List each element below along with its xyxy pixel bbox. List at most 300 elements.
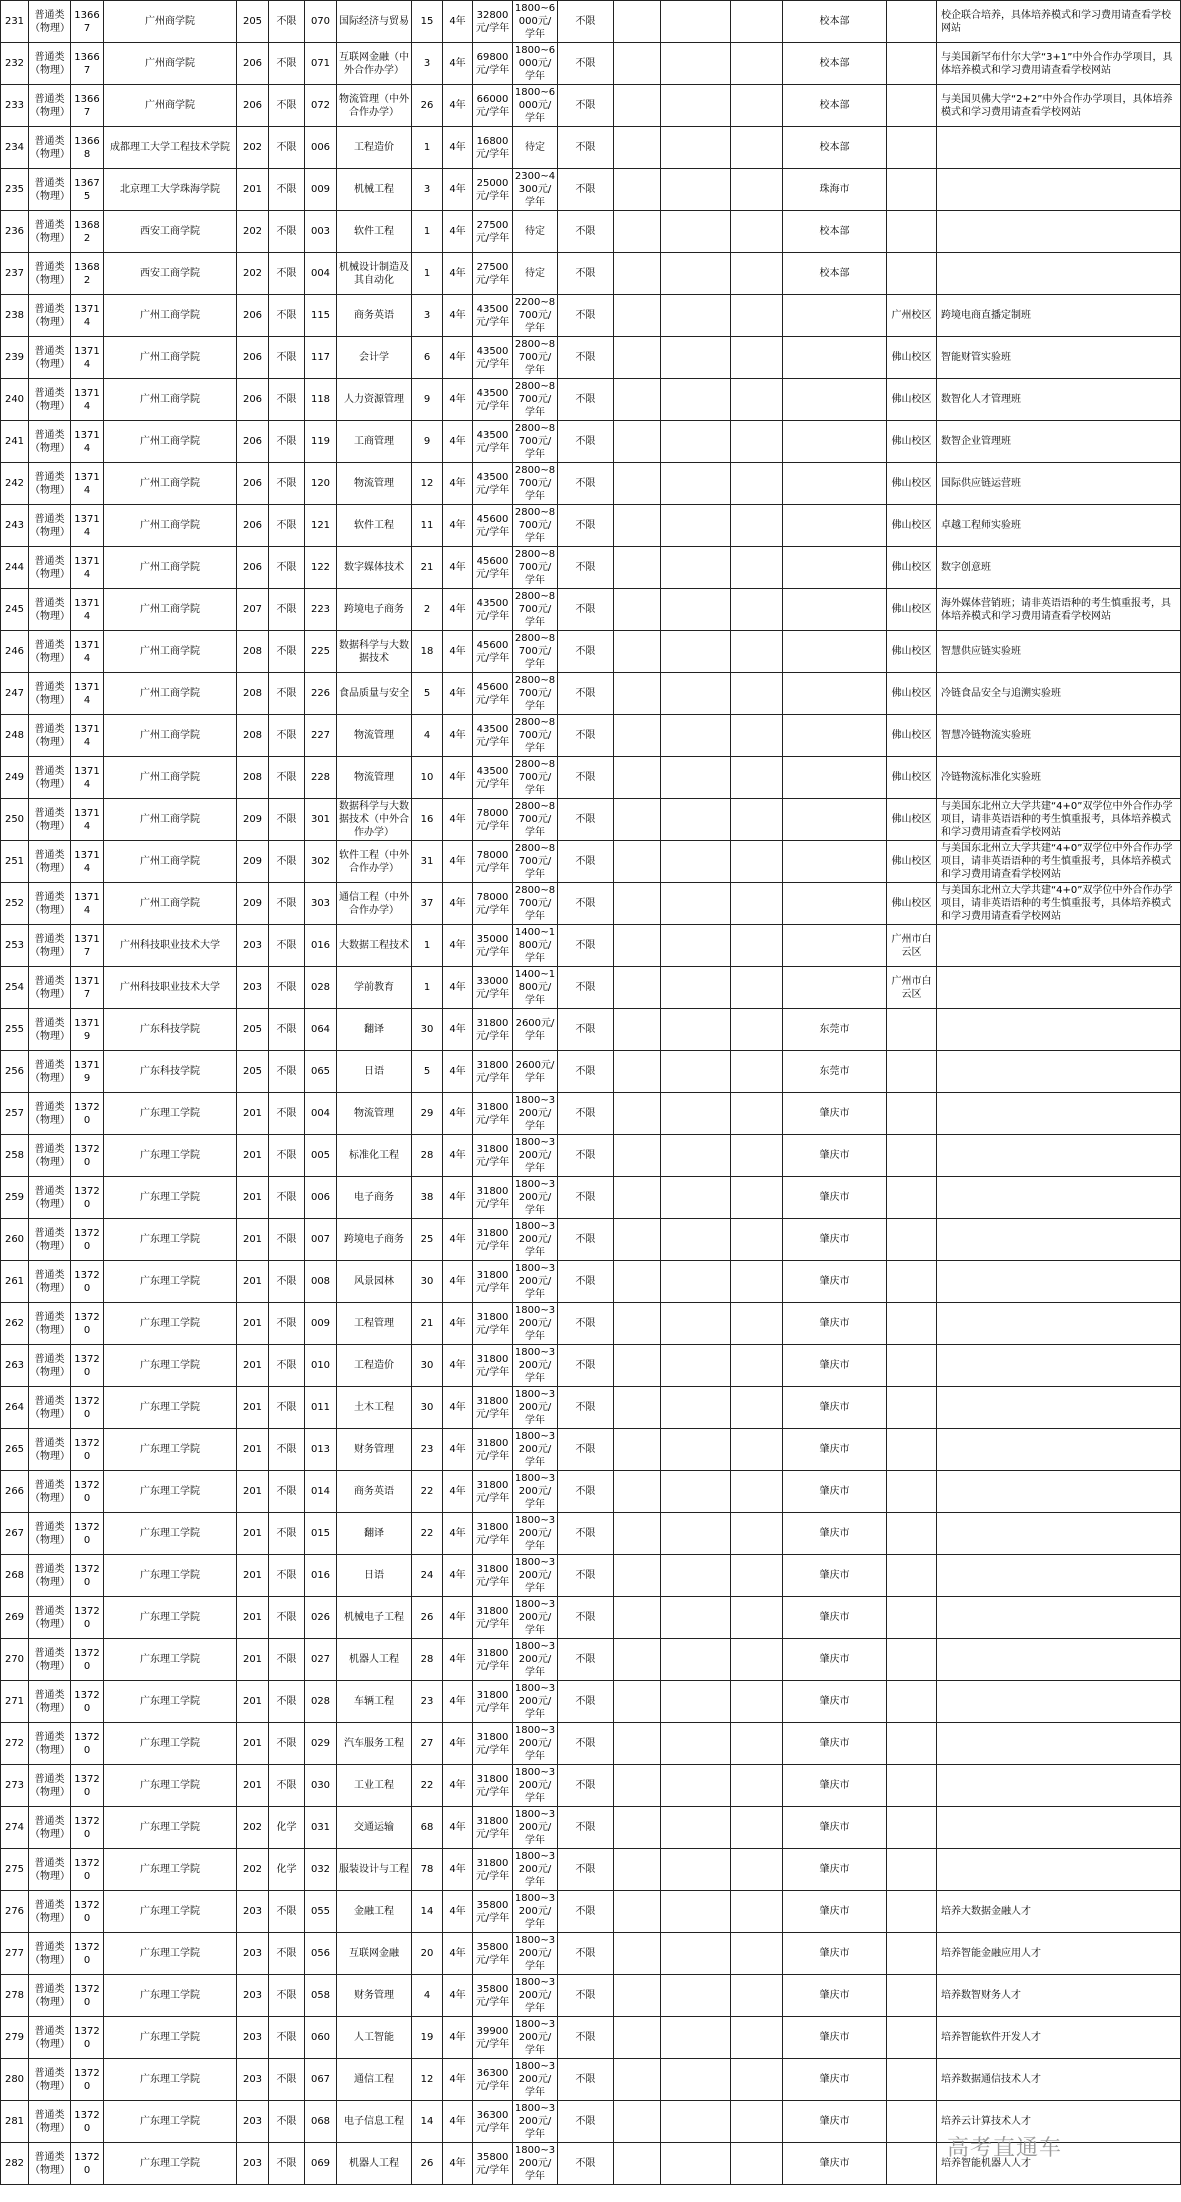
cell-group-code: 201	[237, 1219, 269, 1261]
cell-blank-c	[731, 1, 783, 43]
cell-category: 普通类（物理）	[29, 1135, 71, 1177]
cell-blank-b	[661, 673, 731, 715]
cell-blank-a: 4年	[443, 1681, 473, 1723]
cell-school-code: 13720	[71, 1597, 104, 1639]
cell-remarks: 智能财管实验班	[937, 337, 1181, 379]
cell-blank-b	[661, 925, 731, 967]
cell-blank-c	[731, 43, 783, 85]
cell-campus-main: 肇庆市	[783, 1429, 887, 1471]
cell-plan-count: 5	[412, 1051, 443, 1093]
cell-dorm-fee: 不限	[558, 799, 614, 841]
cell-language-requirement	[614, 1471, 661, 1513]
cell-tuition: 1800~6000元/学年	[513, 43, 558, 85]
cell-major-code: 068	[305, 2101, 337, 2143]
cell-category: 普通类（物理）	[29, 799, 71, 841]
cell-dorm-fee: 不限	[558, 1513, 614, 1555]
cell-group-code: 206	[237, 379, 269, 421]
cell-blank-c	[731, 841, 783, 883]
cell-campus-branch: 佛山校区	[887, 421, 937, 463]
cell-major-code: 227	[305, 715, 337, 757]
cell-blank-a: 4年	[443, 463, 473, 505]
cell-subject-requirement: 不限	[269, 757, 305, 799]
cell-major-name: 机械电子工程	[337, 1597, 412, 1639]
cell-dorm-fee: 不限	[558, 253, 614, 295]
cell-dorm-fee: 不限	[558, 211, 614, 253]
cell-category: 普通类（物理）	[29, 1555, 71, 1597]
cell-duration: 35800元/学年	[473, 2143, 513, 2185]
cell-subject-requirement: 不限	[269, 463, 305, 505]
cell-major-code: 028	[305, 967, 337, 1009]
cell-language-requirement	[614, 1135, 661, 1177]
cell-blank-b	[661, 1387, 731, 1429]
cell-language-requirement	[614, 337, 661, 379]
cell-blank-b	[661, 757, 731, 799]
cell-subject-requirement: 不限	[269, 967, 305, 1009]
cell-major-name: 物流管理	[337, 1093, 412, 1135]
cell-remarks	[937, 1429, 1181, 1471]
cell-blank-b	[661, 337, 731, 379]
cell-blank-a: 4年	[443, 1261, 473, 1303]
cell-school-name: 广州工商学院	[104, 547, 237, 589]
cell-campus-branch	[887, 1345, 937, 1387]
cell-school-name: 广东理工学院	[104, 1681, 237, 1723]
cell-campus-main	[783, 841, 887, 883]
cell-group-code: 208	[237, 673, 269, 715]
cell-blank-b	[661, 1513, 731, 1555]
cell-duration: 43500元/学年	[473, 379, 513, 421]
cell-tuition: 2800~8700元/学年	[513, 463, 558, 505]
cell-school-name: 北京理工大学珠海学院	[104, 169, 237, 211]
cell-group-code: 206	[237, 463, 269, 505]
table-row	[1, 1807, 1181, 1849]
cell-tuition: 1800~3200元/学年	[513, 1177, 558, 1219]
cell-blank-a: 4年	[443, 1891, 473, 1933]
cell-duration: 43500元/学年	[473, 337, 513, 379]
cell-blank-b	[661, 1135, 731, 1177]
cell-campus-branch	[887, 1639, 937, 1681]
cell-group-code: 202	[237, 127, 269, 169]
cell-school-name: 广州工商学院	[104, 463, 237, 505]
cell-plan-count: 15	[412, 1, 443, 43]
cell-school-name: 广州工商学院	[104, 757, 237, 799]
cell-major-code: 065	[305, 1051, 337, 1093]
cell-dorm-fee: 不限	[558, 1261, 614, 1303]
cell-subject-requirement: 不限	[269, 2059, 305, 2101]
cell-tuition: 1800~3200元/学年	[513, 1723, 558, 1765]
cell-language-requirement	[614, 967, 661, 1009]
cell-school-name: 广东理工学院	[104, 1765, 237, 1807]
cell-major-name: 物流管理	[337, 463, 412, 505]
cell-major-name: 翻译	[337, 1009, 412, 1051]
cell-campus-branch	[887, 1555, 937, 1597]
cell-major-code: 070	[305, 1, 337, 43]
cell-major-name: 土木工程	[337, 1387, 412, 1429]
cell-remarks	[937, 1471, 1181, 1513]
cell-campus-main: 肇庆市	[783, 1933, 887, 1975]
cell-major-code: 028	[305, 1681, 337, 1723]
cell-plan-count: 14	[412, 2101, 443, 2143]
cell-subject-requirement: 不限	[269, 1387, 305, 1429]
cell-category: 普通类（物理）	[29, 1, 71, 43]
cell-remarks	[937, 1093, 1181, 1135]
cell-remarks: 冷链物流标准化实验班	[937, 757, 1181, 799]
cell-campus-branch: 佛山校区	[887, 883, 937, 925]
cell-remarks: 培养大数据金融人才	[937, 1891, 1181, 1933]
cell-category: 普通类（物理）	[29, 1429, 71, 1471]
cell-language-requirement	[614, 43, 661, 85]
cell-blank-a: 4年	[443, 85, 473, 127]
cell-tuition: 2800~8700元/学年	[513, 715, 558, 757]
cell-major-code: 121	[305, 505, 337, 547]
cell-plan-count: 5	[412, 673, 443, 715]
cell-major-name: 日语	[337, 1051, 412, 1093]
cell-duration: 39900元/学年	[473, 2017, 513, 2059]
cell-blank-c	[731, 1513, 783, 1555]
cell-blank-c	[731, 421, 783, 463]
cell-remarks: 跨境电商直播定制班	[937, 295, 1181, 337]
cell-remarks	[937, 169, 1181, 211]
cell-dorm-fee: 不限	[558, 883, 614, 925]
cell-blank-b	[661, 1765, 731, 1807]
cell-tuition: 2800~8700元/学年	[513, 547, 558, 589]
cell-school-name: 广州商学院	[104, 85, 237, 127]
cell-subject-requirement: 不限	[269, 379, 305, 421]
cell-campus-branch	[887, 1261, 937, 1303]
cell-blank-c	[731, 589, 783, 631]
cell-blank-b	[661, 547, 731, 589]
cell-major-code: 117	[305, 337, 337, 379]
cell-group-code: 206	[237, 43, 269, 85]
cell-school-name: 广州商学院	[104, 1, 237, 43]
cell-duration: 69800元/学年	[473, 43, 513, 85]
cell-school-name: 广东理工学院	[104, 2143, 237, 2185]
cell-subject-requirement: 不限	[269, 841, 305, 883]
cell-campus-branch	[887, 43, 937, 85]
cell-major-code: 301	[305, 799, 337, 841]
cell-campus-branch: 佛山校区	[887, 715, 937, 757]
cell-tuition: 2600元/学年	[513, 1009, 558, 1051]
cell-blank-a: 4年	[443, 1513, 473, 1555]
cell-blank-b	[661, 1261, 731, 1303]
table-row	[1, 1051, 1181, 1093]
cell-school-name: 广州工商学院	[104, 295, 237, 337]
cell-major-code: 009	[305, 1303, 337, 1345]
cell-category: 普通类（物理）	[29, 1597, 71, 1639]
cell-tuition: 2800~8700元/学年	[513, 337, 558, 379]
cell-subject-requirement: 不限	[269, 925, 305, 967]
table-row	[1, 295, 1181, 337]
cell-duration: 31800元/学年	[473, 1639, 513, 1681]
cell-duration: 31800元/学年	[473, 1177, 513, 1219]
cell-row-index: 258	[1, 1135, 29, 1177]
cell-blank-a: 4年	[443, 1429, 473, 1471]
cell-row-index: 243	[1, 505, 29, 547]
cell-school-code: 13720	[71, 1933, 104, 1975]
table-row	[1, 127, 1181, 169]
cell-major-name: 软件工程	[337, 211, 412, 253]
cell-row-index: 255	[1, 1009, 29, 1051]
table-row	[1, 1891, 1181, 1933]
cell-blank-c	[731, 799, 783, 841]
cell-major-code: 016	[305, 1555, 337, 1597]
cell-plan-count: 14	[412, 1891, 443, 1933]
cell-school-code: 13720	[71, 1891, 104, 1933]
cell-major-code: 032	[305, 1849, 337, 1891]
cell-row-index: 261	[1, 1261, 29, 1303]
cell-campus-main: 肇庆市	[783, 1093, 887, 1135]
cell-dorm-fee: 不限	[558, 2143, 614, 2185]
cell-dorm-fee: 不限	[558, 925, 614, 967]
cell-language-requirement	[614, 715, 661, 757]
cell-remarks: 智慧供应链实验班	[937, 631, 1181, 673]
cell-blank-a: 4年	[443, 1765, 473, 1807]
cell-duration: 35000元/学年	[473, 925, 513, 967]
cell-plan-count: 16	[412, 799, 443, 841]
cell-category: 普通类（物理）	[29, 1177, 71, 1219]
cell-plan-count: 9	[412, 379, 443, 421]
cell-row-index: 238	[1, 295, 29, 337]
cell-language-requirement	[614, 169, 661, 211]
cell-dorm-fee: 不限	[558, 1345, 614, 1387]
cell-blank-c	[731, 463, 783, 505]
cell-language-requirement	[614, 127, 661, 169]
cell-blank-a: 4年	[443, 211, 473, 253]
cell-major-name: 数据科学与大数据技术（中外合作办学）	[337, 799, 412, 841]
cell-campus-main: 肇庆市	[783, 1723, 887, 1765]
cell-blank-b	[661, 1639, 731, 1681]
cell-tuition: 1800~3200元/学年	[513, 2143, 558, 2185]
cell-dorm-fee: 不限	[558, 967, 614, 1009]
cell-blank-a: 4年	[443, 379, 473, 421]
cell-major-name: 国际经济与贸易	[337, 1, 412, 43]
cell-subject-requirement: 不限	[269, 337, 305, 379]
cell-dorm-fee: 不限	[558, 673, 614, 715]
cell-group-code: 203	[237, 1975, 269, 2017]
cell-school-code: 13675	[71, 169, 104, 211]
cell-campus-main: 肇庆市	[783, 1807, 887, 1849]
cell-group-code: 202	[237, 1849, 269, 1891]
cell-school-name: 广东理工学院	[104, 2059, 237, 2101]
cell-blank-c	[731, 1261, 783, 1303]
cell-blank-b	[661, 1555, 731, 1597]
cell-plan-count: 6	[412, 337, 443, 379]
cell-remarks: 培养智能软件开发人才	[937, 2017, 1181, 2059]
cell-school-name: 广东理工学院	[104, 1093, 237, 1135]
cell-major-name: 人力资源管理	[337, 379, 412, 421]
cell-school-name: 广东理工学院	[104, 1303, 237, 1345]
cell-dorm-fee: 不限	[558, 1219, 614, 1261]
cell-tuition: 待定	[513, 211, 558, 253]
cell-major-code: 119	[305, 421, 337, 463]
cell-campus-main	[783, 547, 887, 589]
table-row	[1, 463, 1181, 505]
cell-plan-count: 26	[412, 85, 443, 127]
cell-blank-a: 4年	[443, 967, 473, 1009]
cell-blank-b	[661, 715, 731, 757]
cell-subject-requirement: 不限	[269, 799, 305, 841]
cell-blank-b	[661, 211, 731, 253]
table-row	[1, 673, 1181, 715]
cell-blank-c	[731, 925, 783, 967]
cell-group-code: 201	[237, 169, 269, 211]
cell-row-index: 279	[1, 2017, 29, 2059]
cell-category: 普通类（物理）	[29, 2101, 71, 2143]
cell-major-name: 通信工程	[337, 2059, 412, 2101]
cell-school-name: 广东理工学院	[104, 1261, 237, 1303]
cell-blank-c	[731, 1597, 783, 1639]
cell-school-code: 13714	[71, 841, 104, 883]
cell-major-code: 006	[305, 127, 337, 169]
cell-school-code: 13714	[71, 715, 104, 757]
cell-blank-b	[661, 589, 731, 631]
cell-dorm-fee: 不限	[558, 1, 614, 43]
cell-major-name: 机器人工程	[337, 1639, 412, 1681]
cell-dorm-fee: 不限	[558, 463, 614, 505]
cell-group-code: 203	[237, 2143, 269, 2185]
cell-group-code: 202	[237, 1807, 269, 1849]
cell-row-index: 262	[1, 1303, 29, 1345]
cell-blank-b	[661, 799, 731, 841]
cell-category: 普通类（物理）	[29, 1303, 71, 1345]
cell-language-requirement	[614, 1513, 661, 1555]
cell-major-code: 223	[305, 589, 337, 631]
cell-language-requirement	[614, 589, 661, 631]
cell-duration: 31800元/学年	[473, 1597, 513, 1639]
table-row	[1, 1597, 1181, 1639]
cell-blank-c	[731, 2101, 783, 2143]
table-row	[1, 1639, 1181, 1681]
cell-subject-requirement: 不限	[269, 1891, 305, 1933]
cell-group-code: 206	[237, 337, 269, 379]
cell-language-requirement	[614, 1009, 661, 1051]
cell-duration: 43500元/学年	[473, 757, 513, 799]
cell-duration: 31800元/学年	[473, 1765, 513, 1807]
cell-duration: 43500元/学年	[473, 715, 513, 757]
cell-blank-c	[731, 1933, 783, 1975]
cell-row-index: 245	[1, 589, 29, 631]
cell-row-index: 278	[1, 1975, 29, 2017]
cell-language-requirement	[614, 1345, 661, 1387]
cell-category: 普通类（物理）	[29, 127, 71, 169]
cell-blank-b	[661, 2059, 731, 2101]
cell-duration: 35800元/学年	[473, 1891, 513, 1933]
cell-subject-requirement: 不限	[269, 1933, 305, 1975]
cell-blank-c	[731, 673, 783, 715]
cell-blank-a: 4年	[443, 547, 473, 589]
cell-dorm-fee: 不限	[558, 1093, 614, 1135]
cell-campus-branch	[887, 2059, 937, 2101]
cell-major-name: 电子商务	[337, 1177, 412, 1219]
cell-remarks: 冷链食品安全与追溯实验班	[937, 673, 1181, 715]
cell-blank-b	[661, 1807, 731, 1849]
cell-group-code: 201	[237, 1177, 269, 1219]
cell-blank-a: 4年	[443, 673, 473, 715]
cell-category: 普通类（物理）	[29, 925, 71, 967]
cell-subject-requirement: 不限	[269, 421, 305, 463]
cell-group-code: 201	[237, 1597, 269, 1639]
cell-major-name: 财务管理	[337, 1429, 412, 1471]
cell-subject-requirement: 不限	[269, 1345, 305, 1387]
cell-school-name: 广州工商学院	[104, 589, 237, 631]
cell-tuition: 1800~3200元/学年	[513, 1597, 558, 1639]
cell-duration: 25000元/学年	[473, 169, 513, 211]
table-row	[1, 2017, 1181, 2059]
cell-language-requirement	[614, 505, 661, 547]
cell-major-name: 机械设计制造及其自动化	[337, 253, 412, 295]
cell-school-name: 广东理工学院	[104, 1471, 237, 1513]
cell-campus-main: 肇庆市	[783, 1849, 887, 1891]
cell-dorm-fee: 不限	[558, 1597, 614, 1639]
cell-subject-requirement: 不限	[269, 127, 305, 169]
cell-major-code: 060	[305, 2017, 337, 2059]
cell-duration: 27500元/学年	[473, 211, 513, 253]
cell-group-code: 208	[237, 715, 269, 757]
cell-school-name: 广州工商学院	[104, 505, 237, 547]
cell-dorm-fee: 不限	[558, 841, 614, 883]
cell-blank-a: 4年	[443, 715, 473, 757]
cell-blank-b	[661, 967, 731, 1009]
cell-row-index: 267	[1, 1513, 29, 1555]
cell-campus-branch: 佛山校区	[887, 505, 937, 547]
cell-subject-requirement: 不限	[269, 2101, 305, 2143]
cell-school-code: 13720	[71, 1219, 104, 1261]
cell-plan-count: 18	[412, 631, 443, 673]
cell-school-code: 13720	[71, 1639, 104, 1681]
cell-row-index: 259	[1, 1177, 29, 1219]
cell-campus-main: 肇庆市	[783, 1387, 887, 1429]
cell-language-requirement	[614, 1177, 661, 1219]
cell-major-name: 软件工程（中外合作办学）	[337, 841, 412, 883]
cell-duration: 31800元/学年	[473, 1261, 513, 1303]
cell-campus-main: 校本部	[783, 127, 887, 169]
cell-group-code: 205	[237, 1009, 269, 1051]
cell-blank-c	[731, 1051, 783, 1093]
cell-language-requirement	[614, 1555, 661, 1597]
cell-plan-count: 38	[412, 1177, 443, 1219]
cell-row-index: 237	[1, 253, 29, 295]
cell-campus-branch	[887, 1429, 937, 1471]
cell-school-name: 广东理工学院	[104, 1387, 237, 1429]
cell-blank-a: 4年	[443, 1807, 473, 1849]
cell-category: 普通类（物理）	[29, 883, 71, 925]
cell-duration: 45600元/学年	[473, 631, 513, 673]
cell-duration: 78000元/学年	[473, 883, 513, 925]
cell-remarks	[937, 1303, 1181, 1345]
cell-row-index: 249	[1, 757, 29, 799]
cell-blank-a: 4年	[443, 1051, 473, 1093]
cell-campus-branch: 佛山校区	[887, 589, 937, 631]
cell-dorm-fee: 不限	[558, 169, 614, 211]
cell-blank-a: 4年	[443, 841, 473, 883]
cell-category: 普通类（物理）	[29, 1093, 71, 1135]
cell-major-code: 026	[305, 1597, 337, 1639]
cell-duration: 31800元/学年	[473, 1807, 513, 1849]
cell-duration: 43500元/学年	[473, 421, 513, 463]
cell-language-requirement	[614, 1933, 661, 1975]
cell-blank-b	[661, 1303, 731, 1345]
cell-subject-requirement: 不限	[269, 1051, 305, 1093]
cell-dorm-fee: 不限	[558, 1765, 614, 1807]
cell-dorm-fee: 不限	[558, 1891, 614, 1933]
cell-language-requirement	[614, 253, 661, 295]
cell-group-code: 206	[237, 85, 269, 127]
cell-group-code: 201	[237, 1387, 269, 1429]
cell-row-index: 268	[1, 1555, 29, 1597]
cell-major-name: 互联网金融（中外合作办学）	[337, 43, 412, 85]
cell-tuition: 1800~6000元/学年	[513, 85, 558, 127]
cell-school-code: 13720	[71, 1429, 104, 1471]
table-row	[1, 967, 1181, 1009]
